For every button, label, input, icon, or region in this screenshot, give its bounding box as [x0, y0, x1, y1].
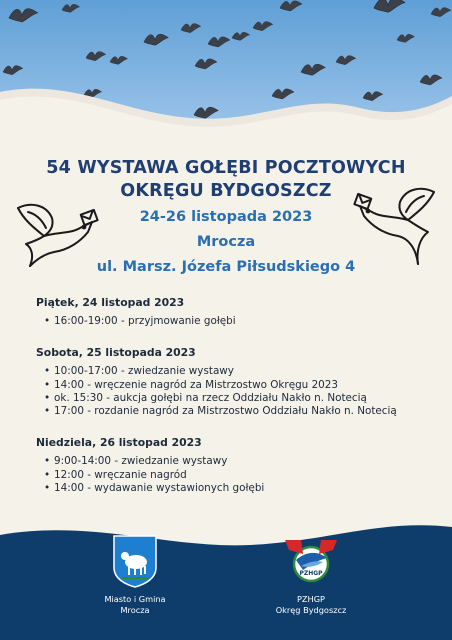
- pigeon-flock-photo: [0, 0, 452, 160]
- mrocza-coat-of-arms-icon: [112, 534, 158, 588]
- day-program: [36, 365, 436, 418]
- program-item: • 14:00 - wręczenie nagród za Mistrzostwo Okręgu 2023: [44, 379, 436, 392]
- program-item: • 14:00 - wydawanie wystawionych gołębi: [44, 482, 436, 495]
- day-program: [36, 455, 436, 495]
- day-program: [36, 315, 436, 328]
- event-address: ul. Marsz. Józefa Piłsudskiego 4: [96, 259, 356, 275]
- program-item: • 12:00 - wręczanie nagród: [44, 469, 436, 482]
- schedule: [36, 296, 436, 507]
- day-heading: Niedziela, 26 listopad 2023: [36, 436, 202, 450]
- pzhgp-logo-icon: [281, 536, 341, 586]
- program-item: • 17:00 - rozdanie nagród za Mistrzostwo Oddziału Nakło n. Notecią: [44, 405, 436, 418]
- event-title: 54 WYSTAWA GOŁĘBI POCZTOWYCH: [46, 158, 406, 178]
- event-dates: 24-26 listopada 2023: [139, 209, 313, 225]
- pzhgp-logo-text: PZHGP: [299, 570, 323, 577]
- program-item: • 9:00-14:00 - zwiedzanie wystawy: [44, 455, 436, 468]
- event-subtitle: OKRĘGU BYDGOSZCZ: [120, 181, 332, 201]
- program-item: • ok. 15:30 - aukcja gołębi na rzecz Oddziału Nakło n. Notecią: [44, 392, 436, 405]
- dove-with-letter-icon: [352, 182, 442, 268]
- dove-with-letter-icon: [10, 198, 100, 270]
- footer-band: [0, 505, 452, 640]
- program-item: • 16:00-19:00 - przyjmowanie gołębi: [44, 315, 436, 328]
- day-heading: Sobota, 25 listopada 2023: [36, 346, 196, 360]
- program-item: • 10:00-17:00 - zwiedzanie wystawy: [44, 365, 436, 378]
- right-logo-caption: PZHGP Okręg Bydgoszcz: [275, 594, 347, 615]
- event-town: Mrocza: [196, 234, 256, 250]
- day-heading: Piątek, 24 listopad 2023: [36, 296, 185, 309]
- left-logo-caption: Miasto i Gmina Mrocza: [104, 594, 166, 615]
